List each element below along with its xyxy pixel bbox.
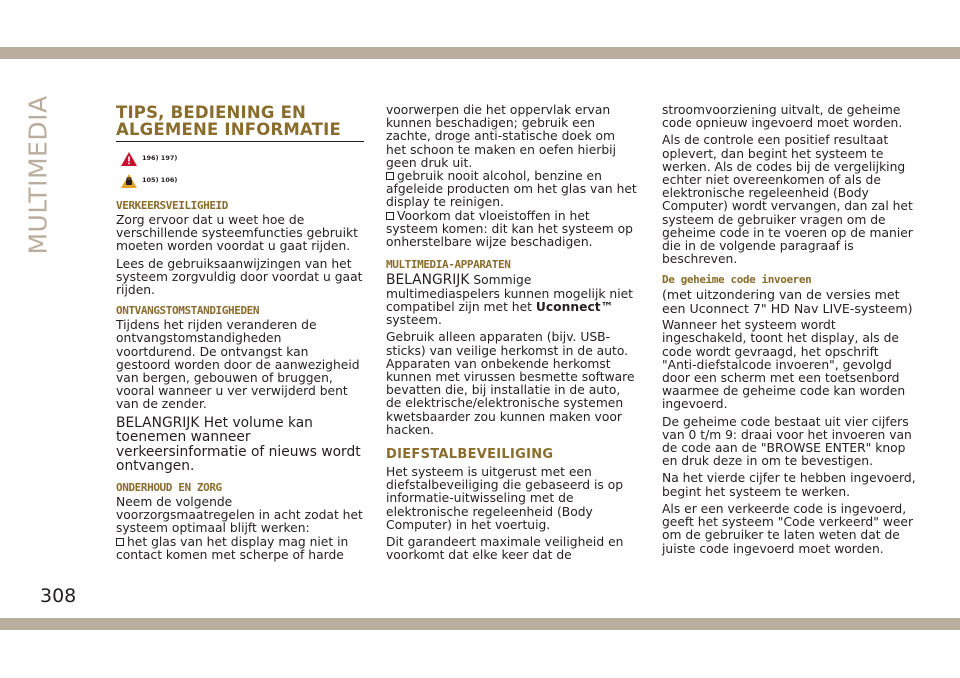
page-number: 308: [40, 585, 77, 607]
paragraph: Als er een verkeerde code is ingevoerd, geeft het systeem "Code verkeerd" weer om de gebruiker te laten weten dat de juiste code ingevoerd moet worden.: [662, 501, 914, 556]
caution-hand-icon: [120, 173, 138, 189]
paragraph: Als de controle een positief resultaat oplevert, dan begint het systeem te werken. Als de codes bij de vergelijking echter niet overeenkomen of als de elektronische regeleenheid (Body Computer) wordt vervangen, dan zal het systeem de gebruiker vragen om de geheime code in te voeren op de manier die in de volgende paragraaf is beschreven.: [662, 133, 913, 267]
paragraph: [386, 273, 638, 327]
paragraph: Tijdens het rijden veranderen de ontvangstomstandigheden voortdurend. De ontvangst kan gestoord worden door de aanwezigheid van bergen, gebouwen of bruggen, vooral wanneer u ver verwijderd bent van de zender.: [116, 318, 360, 412]
danger-reference: [120, 148, 364, 170]
heading-diefstalbeveiliging: DIEFSTALBEVEILIGING: [386, 447, 554, 463]
paragraph: De geheime code bestaat uit vier cijfers van 0 t/m 9: draai voor het invoeren van de code aan de "BROWSE ENTER" knop en druk deze in om te bevestigen.: [662, 414, 912, 469]
sidebar: [12, 95, 64, 255]
bottom-band: [0, 618, 960, 630]
heading-geheime-code: De geheime code invoeren: [662, 273, 812, 287]
paragraph: stroomvoorziening uitvalt, de geheime code opnieuw ingevoerd moet worden.: [662, 103, 903, 131]
text-span: systeem.: [386, 313, 442, 328]
danger-refs: 196) 197): [142, 154, 178, 163]
title-line-2: ALGEMENE INFORMATIE: [116, 120, 341, 139]
danger-triangle-icon: [120, 151, 138, 167]
bullet-item: gebruik nooit alcohol, benzine en afgeleide producten om het glas van het display te reinigen.: [386, 169, 637, 210]
column-2: [386, 104, 638, 566]
heading-verkeersveiligheid: VERKEERSVEILIGHEID: [116, 199, 229, 212]
bullet-item: het glas van het display mag niet in contact komen met scherpe of harde: [116, 536, 364, 562]
paragraph: Dit garandeert maximale veiligheid en voorkomt dat elke keer dat de: [386, 535, 624, 563]
important-label: BELANGRIJK: [386, 272, 470, 289]
title-line-1: TIPS, BEDIENING EN: [116, 103, 307, 122]
brand-name: Uconnect™: [535, 300, 613, 315]
important-note: BELANGRIJK Het volume kan toenemen wanneer verkeersinformatie of nieuws wordt ontvangen.: [116, 414, 361, 475]
column-1: [116, 104, 364, 566]
caution-reference: [120, 170, 364, 192]
heading-ontvangstomstandigheden: ONTVANGSTOMSTANDIGHEDEN: [116, 304, 260, 318]
paragraph: voorwerpen die het oppervlak ervan kunnen beschadigen; gebruik een zachte, droge anti-statische doek om het schoon te maken en oefen hierbij geen druk uit.: [386, 103, 616, 170]
paragraph: Het systeem is uitgerust met een diefstalbeveiliging die gebaseerd is op informatie-uitwisseling met de elektronische regeleenheid (Body Computer) in het voertuig.: [386, 465, 624, 532]
top-band: [0, 47, 960, 59]
paragraph: Na het vierde cijfer te hebben ingevoerd, begint het systeem te werken.: [662, 471, 916, 499]
heading-multimedia: MULTIMEDIA-APPARATEN: [386, 258, 511, 272]
section-title: [116, 104, 364, 142]
paragraph: Neem de volgende voorzorgsmaatregelen in acht zodat het systeem optimaal blijft werken:: [116, 495, 363, 536]
paragraph: Wanneer het systeem wordt ingeschakeld, toont het display, als de code wordt gevraagd, het opschrift "Anti-diefstalcode invoeren", gevolgd door een scherm met een toetsenbord waarmee de geheime code kan worden ingevoerd.: [662, 318, 906, 412]
sidebar-label: MULTIMEDIA: [23, 95, 53, 255]
paragraph: Lees de gebruiksaanwijzingen van het systeem zorgvuldig door voordat u gaat rijden.: [116, 256, 363, 298]
column-3: [662, 104, 916, 560]
text-span: Sommige multimediaspelers kunnen mogelijk niet compatibel zijn met het: [386, 273, 634, 315]
bullet-item: Voorkom dat vloeistoffen in het systeem komen: dit kan het systeem op onherstelbare wijze beschadigen.: [386, 210, 638, 250]
caution-refs: 105) 106): [142, 176, 178, 185]
paragraph: (met uitzondering van de versies met een Uconnect 7" HD Nav LIVE-systeem): [662, 287, 913, 316]
paragraph: Gebruik alleen apparaten (bijv. USB-sticks) van veilige herkomst in de auto. Apparaten van onbekende herkomst kunnen met virussen besmette software bevatten die, bij installatie in de auto, de elektrische/elektronische systemen kwetsbaarder zou kunnen maken voor hacken.: [386, 330, 635, 437]
paragraph: Zorg ervoor dat u weet hoe de verschillende systeemfuncties gebruikt moeten worden voordat u gaat rijden.: [116, 213, 358, 254]
heading-onderhoud: ONDERHOUD EN ZORG: [116, 481, 222, 495]
